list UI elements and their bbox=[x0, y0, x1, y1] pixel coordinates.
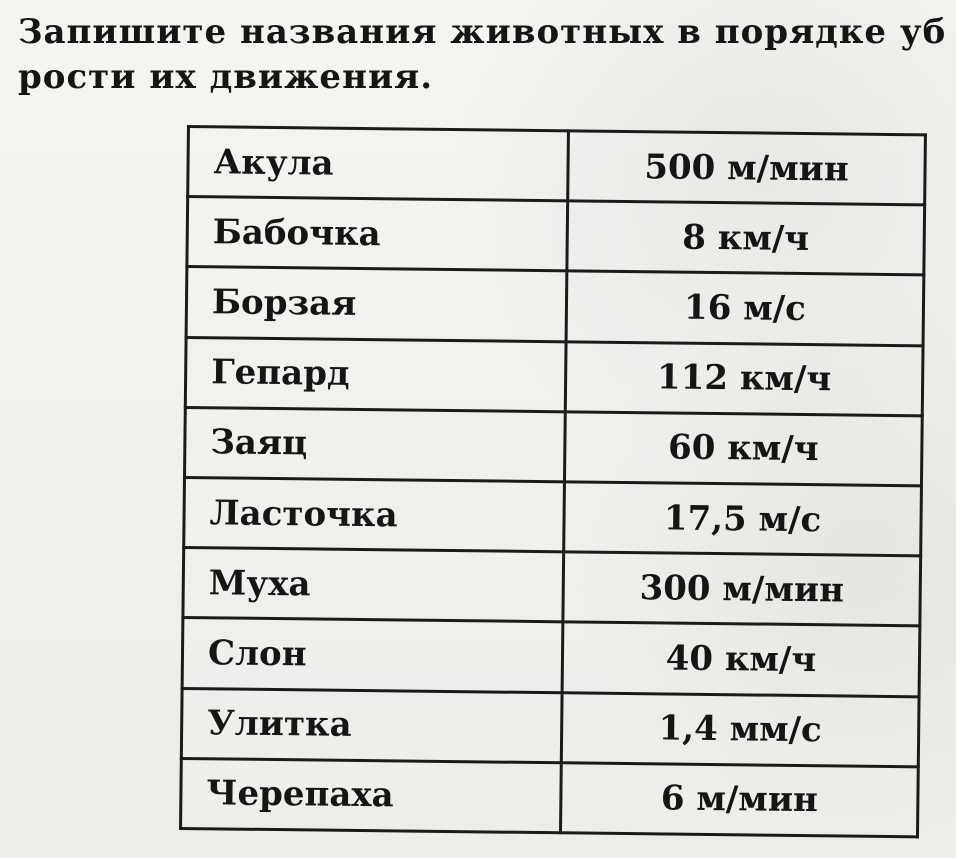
animal-name-cell: Заяц bbox=[185, 407, 566, 481]
animal-speed-cell: 60 км/ч bbox=[564, 412, 922, 486]
table-row bbox=[183, 548, 921, 627]
animal-name-cell: Гепард bbox=[185, 337, 566, 411]
animal-name-cell: Акула bbox=[188, 127, 569, 201]
table-row bbox=[181, 688, 919, 767]
animal-name-cell: Черепаха bbox=[181, 758, 562, 833]
animal-name-cell: Улитка bbox=[181, 688, 562, 762]
animal-speed-cell: 8 км/ч bbox=[567, 201, 925, 275]
table-row bbox=[184, 477, 922, 556]
table-row bbox=[186, 267, 924, 346]
animal-speed-table-container bbox=[179, 125, 927, 838]
table-row bbox=[187, 197, 925, 276]
animal-speed-cell: 1,4 мм/с bbox=[561, 692, 919, 766]
animal-speed-cell: 500 м/мин bbox=[568, 131, 926, 205]
instruction-line-2: рости их движения. bbox=[18, 57, 434, 97]
table-row bbox=[181, 758, 919, 837]
animal-name-cell: Слон bbox=[182, 618, 563, 692]
exercise-instruction bbox=[18, 10, 948, 100]
animal-speed-table bbox=[179, 125, 927, 838]
table-row bbox=[182, 618, 920, 697]
animal-speed-cell: 16 м/с bbox=[566, 271, 924, 345]
animal-name-cell: Борзая bbox=[186, 267, 567, 341]
animal-speed-cell: 112 км/ч bbox=[565, 341, 923, 415]
animal-speed-cell: 300 м/мин bbox=[563, 552, 921, 626]
animal-speed-cell: 40 км/ч bbox=[562, 622, 920, 696]
animal-speed-cell: 6 м/мин bbox=[560, 762, 918, 836]
animal-name-cell: Бабочка bbox=[187, 197, 568, 271]
table-row bbox=[185, 337, 923, 416]
instruction-line-1: Запишите названия животных в порядке уб bbox=[18, 12, 947, 52]
table-row bbox=[188, 127, 926, 206]
animal-name-cell: Муха bbox=[183, 548, 564, 622]
animal-name-cell: Ласточка bbox=[184, 477, 565, 551]
animal-speed-cell: 17,5 м/с bbox=[564, 482, 922, 556]
table-row bbox=[185, 407, 923, 486]
